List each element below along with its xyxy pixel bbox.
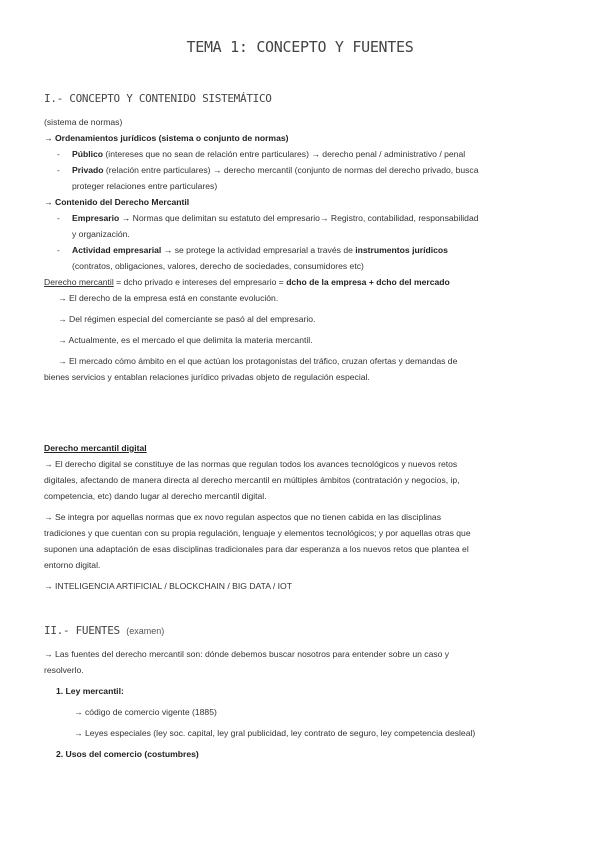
section-concepto-body	[44, 114, 560, 385]
digital-p1-line2: digitales, afectando de manera directa al derecho mercantil en múltiples ámbitos (contratación y negocios, ip,	[44, 475, 460, 485]
ley-sub-1: → código de comercio vigente (1885)	[74, 707, 217, 717]
contenido-line: → Contenido del Derecho Mercantil	[44, 197, 190, 207]
arrow-line-3: → Actualmente, es el mercado el que delimita la materia mercantil.	[58, 335, 313, 345]
ley-sub-2: → Leyes especiales (ley soc. capital, ley gral publicidad, ley contrato de seguro, ley competencia desleal)	[74, 728, 476, 738]
list-item-actividad: - Actividad empresarial → se protege la actividad empresarial a través de instrumentos jurídicos (contratos, obligaciones, valores, derecho de sociedades, consumidores etc)	[57, 245, 448, 271]
arrow-line-1: → El derecho de la empresa está en constante evolución.	[58, 293, 279, 303]
exam-note: (examen)	[126, 626, 165, 636]
section-heading-concepto: I.- CONCEPTO Y CONTENIDO SISTEMÁTICO	[44, 92, 272, 105]
arrow-line-4-cont: bienes servicios y entablan relaciones jurídico privadas objeto de regulación especial.	[44, 372, 370, 382]
derecho-mercantil-definition: Derecho mercantil = dcho privado e intereses del empresario = dcho de la empresa + dcho del mercado	[44, 277, 450, 287]
section-fuentes-body	[44, 646, 560, 762]
ordenamientos-line: → Ordenamientos jurídicos (sistema o conjunto de normas)	[44, 133, 289, 143]
section-digital	[44, 440, 560, 594]
digital-p2-line2: tradiciones y que cuentan con su propia regulación, lenguaje y elementos tecnológicos; y por aquellas otras que	[44, 528, 471, 538]
digital-p1-line1: → El derecho digital se constituye de las normas que regulan todos los avances tecnológicos y nuevos retos	[44, 459, 458, 469]
list-item-empresario: - Empresario → Normas que delimitan su estatuto del empresario→ Registro, contabilidad, responsabilidad y organización.	[57, 213, 479, 239]
subnote: (sistema de normas)	[44, 117, 123, 127]
digital-p2-line3: suponen una adaptación de esas disciplinas tradicionales para dar esperanza a los nuevos retos que plantea el	[44, 544, 469, 554]
page-title: TEMA 1: CONCEPTO Y FUENTES	[186, 38, 414, 56]
digital-p3: → INTELIGENCIA ARTIFICIAL / BLOCKCHAIN / BIG DATA / IOT	[44, 581, 292, 591]
fuentes-intro-line2: resolverlo.	[44, 665, 84, 675]
list-item-publico: - Público (intereses que no sean de relación entre particulares) → derecho penal / administrativo / penal	[57, 149, 466, 159]
section-heading-fuentes: II.- FUENTES (examen)	[44, 624, 165, 637]
list-item-privado: - Privado (relación entre particulares) → derecho mercantil (conjunto de normas del derecho privado, busca proteger relaciones entre particulares)	[57, 165, 479, 191]
arrow-line-4: → El mercado cómo ámbito en el que actúan los protagonistas del tráfico, cruzan ofertas y demandas de	[58, 356, 458, 366]
fuentes-intro-line1: → Las fuentes del derecho mercantil son: dónde debemos buscar nosotros para entender sobre un caso y	[44, 649, 450, 659]
digital-p2-line1: → Se integra por aquellas normas que ex novo regulan aspectos que no tienen cabida en las disciplinas	[44, 512, 441, 522]
list-item-ley-mercantil: 1. Ley mercantil:	[56, 686, 124, 696]
arrow-line-2: → Del régimen especial del comerciante se pasó al del empresario.	[58, 314, 316, 324]
digital-p2-line4: entorno digital.	[44, 560, 101, 570]
digital-p1-line3: competencia, etc) dando lugar al derecho mercantil digital.	[44, 491, 267, 501]
list-item-usos-comercio: 2. Usos del comercio (costumbres)	[56, 749, 199, 759]
digital-heading: Derecho mercantil digital	[44, 443, 147, 453]
